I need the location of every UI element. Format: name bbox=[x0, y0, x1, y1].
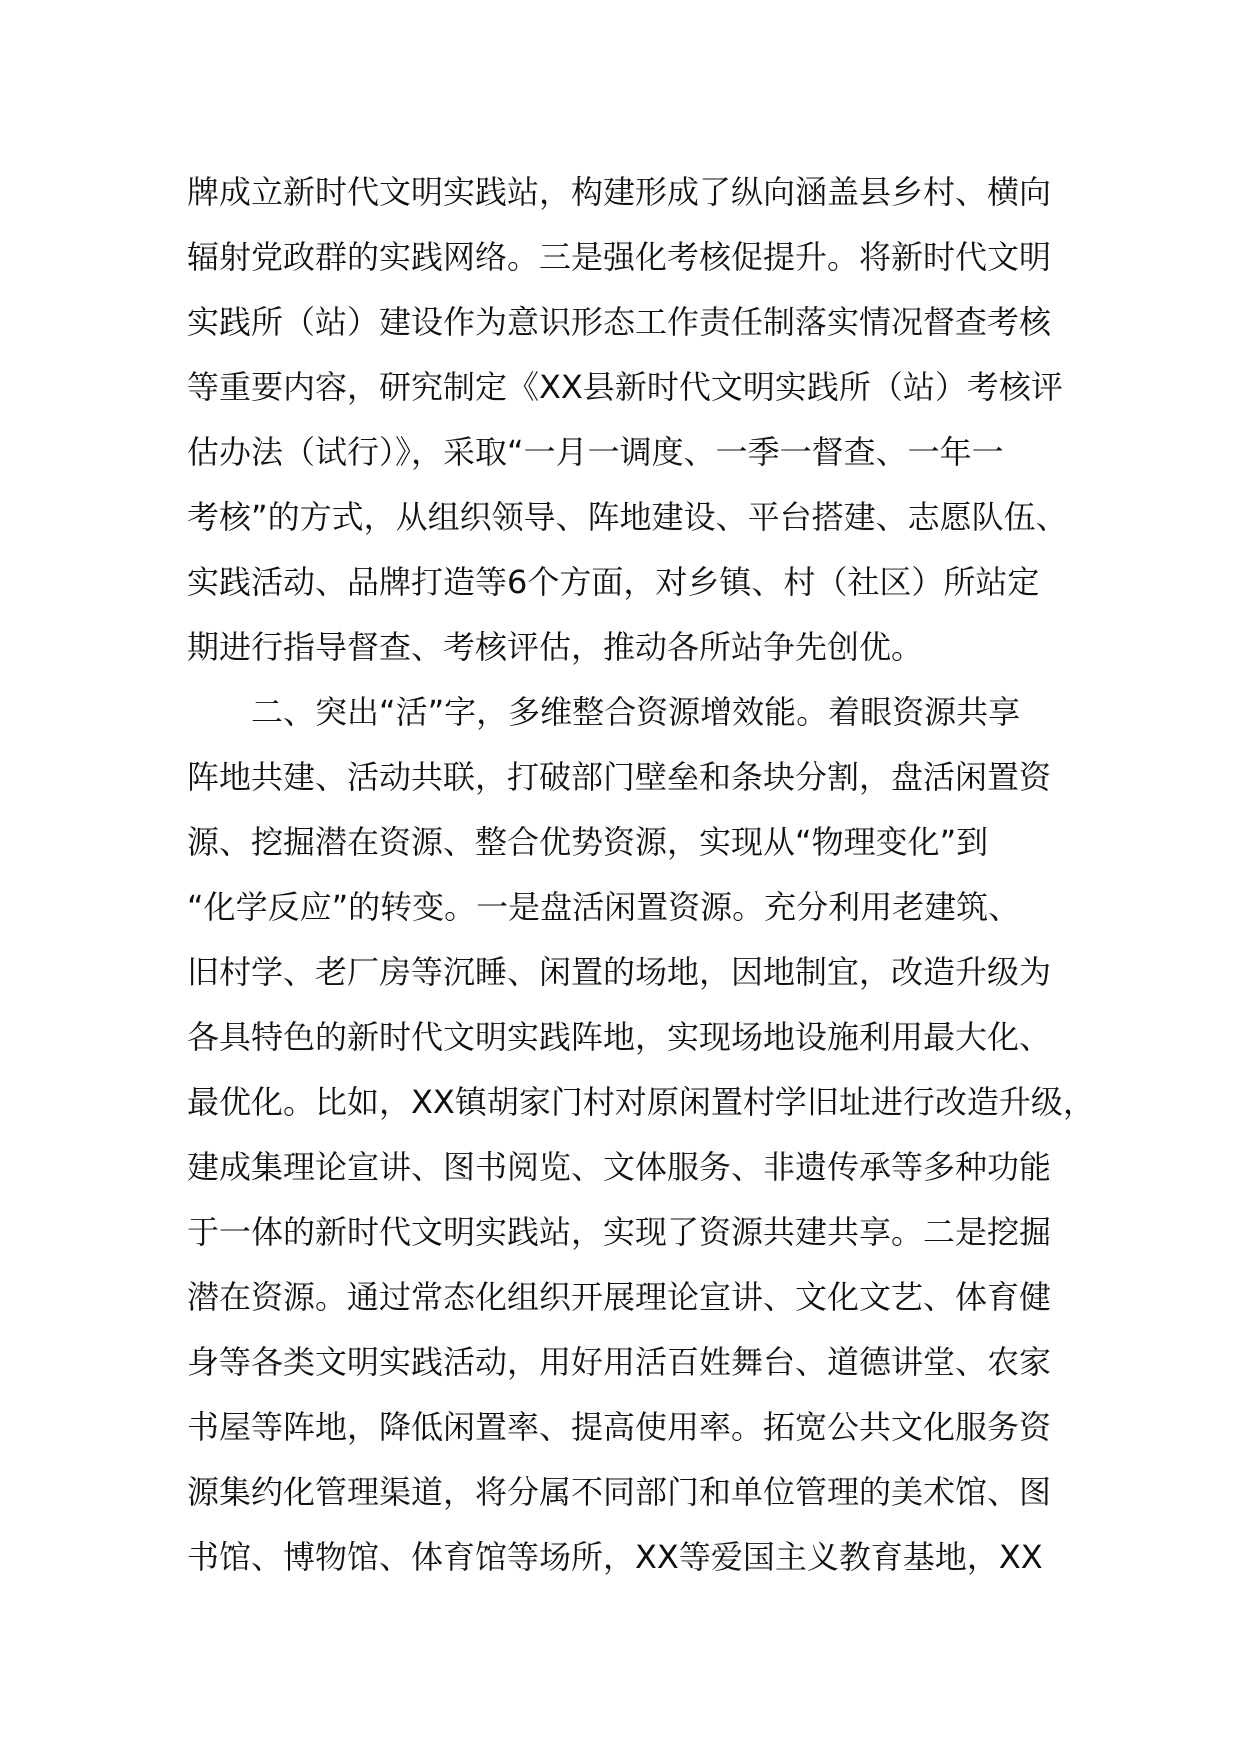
text-line: 源、挖掘潜在资源、整合优势资源，实现从“物理变化”到 bbox=[187, 823, 989, 861]
text-line: 实践活动、品牌打造等6个方面，对乡镇、村（社区）所站定 bbox=[187, 563, 1040, 601]
text-line: 身等各类文明实践活动，用好用活百姓舞台、道德讲堂、农家 bbox=[187, 1343, 1052, 1381]
text-line: “化学反应”的转变。一是盘活闲置资源。充分利用老建筑、 bbox=[187, 888, 1021, 926]
body-text bbox=[187, 160, 1095, 1590]
text-line: 各具特色的新时代文明实践阵地，实现场地设施利用最大化、 bbox=[187, 1018, 1052, 1056]
text-line: 辐射党政群的实践网络。三是强化考核促提升。将新时代文明 bbox=[187, 238, 1052, 276]
text-line: 期进行指导督查、考核评估，推动各所站争先创优。 bbox=[187, 628, 924, 666]
text-line: 实践所（站）建设作为意识形态工作责任制落实情况督查考核 bbox=[187, 303, 1052, 341]
text-line: 源集约化管理渠道，将分属不同部门和单位管理的美术馆、图 bbox=[187, 1473, 1052, 1511]
text-line: 于一体的新时代文明实践站，实现了资源共建共享。二是挖掘 bbox=[187, 1213, 1052, 1251]
text-line: 书屋等阵地，降低闲置率、提高使用率。拓宽公共文化服务资 bbox=[187, 1408, 1052, 1446]
text-line: 最优化。比如，XX镇胡家门村对原闲置村学旧址进行改造升级， bbox=[187, 1083, 1095, 1121]
text-line: 书馆、博物馆、体育馆等场所，XX等爱国主义教育基地，XX bbox=[187, 1538, 1043, 1576]
text-line: 潜在资源。通过常态化组织开展理论宣讲、文化文艺、体育健 bbox=[187, 1278, 1052, 1316]
text-line: 等重要内容，研究制定《XX县新时代文明实践所（站）考核评 bbox=[187, 368, 1063, 406]
paragraph-start-line: 二、突出“活”字，多维整合资源增效能。着眼资源共享 bbox=[251, 693, 1021, 731]
text-line: 旧村学、老厂房等沉睡、闲置的场地，因地制宜，改造升级为 bbox=[187, 953, 1052, 991]
text-line: 阵地共建、活动共联，打破部门壁垒和条块分割，盘活闲置资 bbox=[187, 758, 1052, 796]
text-line: 考核”的方式，从组织领导、阵地建设、平台搭建、志愿队伍、 bbox=[187, 498, 1068, 536]
text-line: 估办法（试行）》，采取“一月一调度、一季一督查、一年一 bbox=[187, 433, 1004, 471]
text-line: 牌成立新时代文明实践站，构建形成了纵向涵盖县乡村、横向 bbox=[187, 173, 1052, 211]
text-line: 建成集理论宣讲、图书阅览、文体服务、非遗传承等多种功能 bbox=[187, 1148, 1052, 1186]
